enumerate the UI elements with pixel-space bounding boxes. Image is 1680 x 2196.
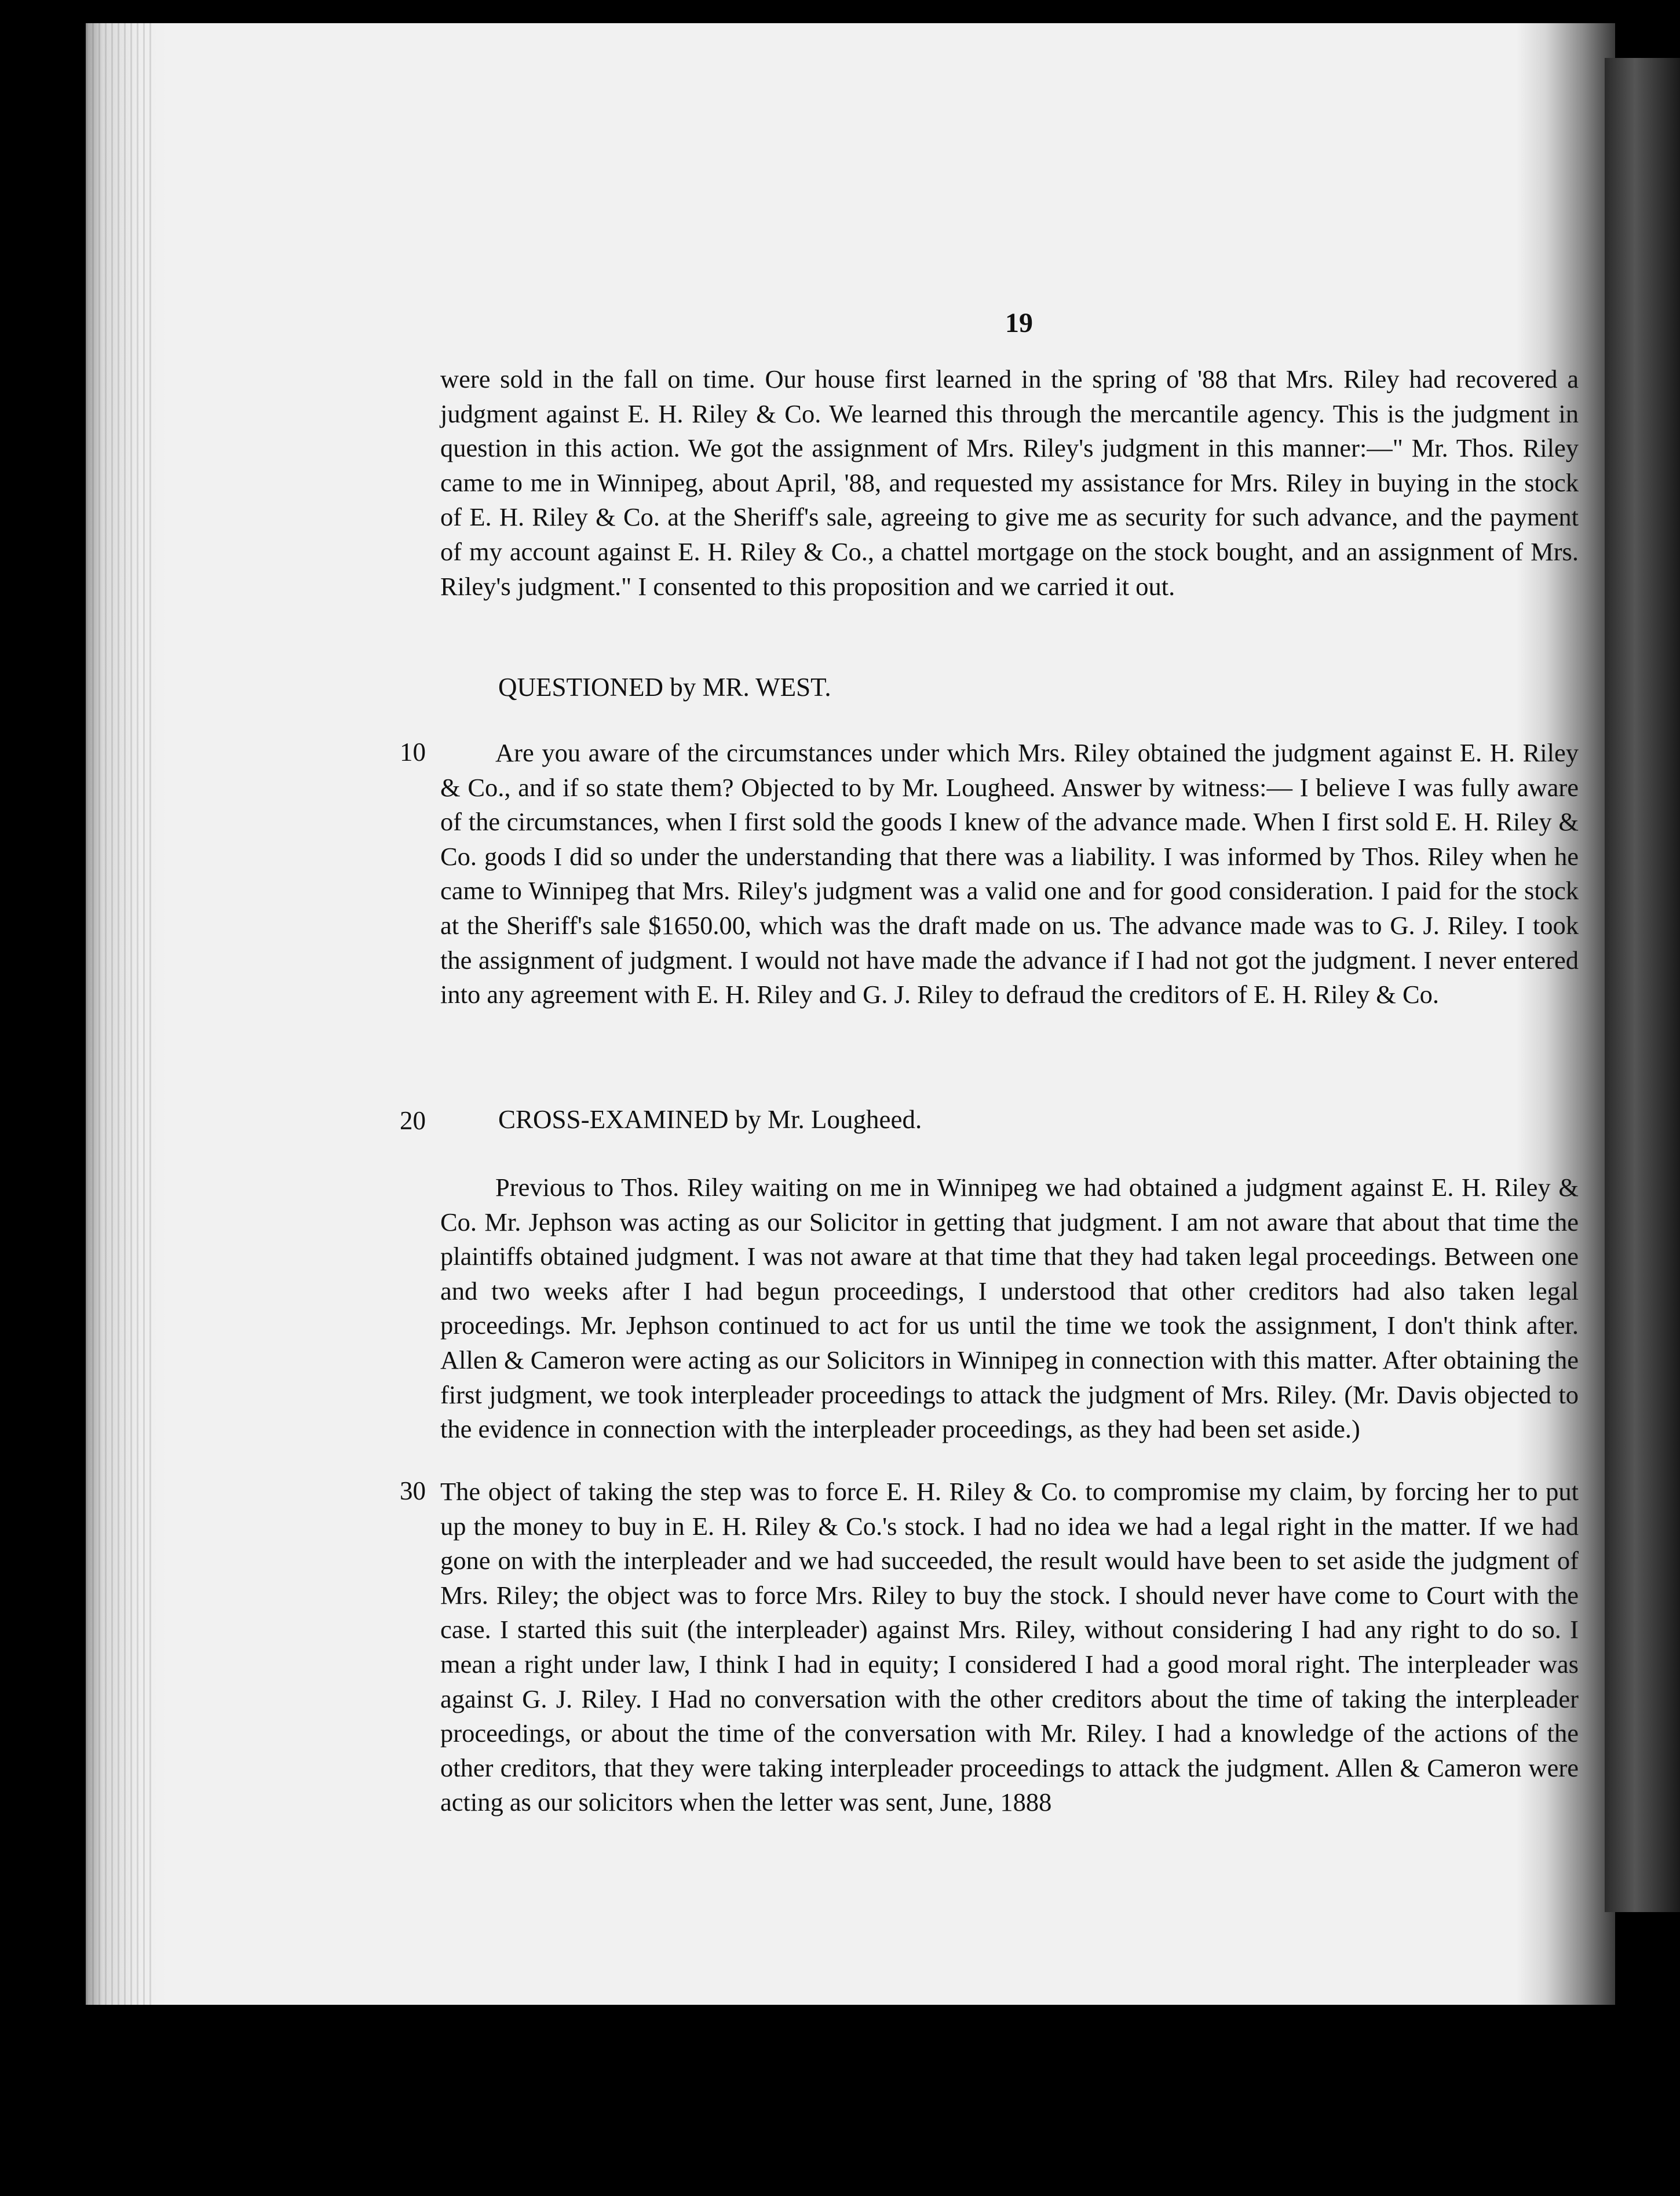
- page-edge-shadow: [1605, 58, 1680, 1912]
- paragraph-cross-examined: Previous to Thos. Riley waiting on me in Winnipeg we had obtained a judgment against E. H. Riley & Co. Mr. Jephson was acting as our Solicitor in getting that judgment. I am not aware that about that time the plaintiffs obtained judgment. I was not aware at that time that they had taken legal proceedings. Between one and two weeks after I had begun proceedings, I understood that other creditors had also taken legal proceedings. Mr. Jephson continued to act for us until the time we took the assignment, I don't think after. Allen & Cameron were acting as our Solicitors in Winnipeg in connection with this matter. After obtaining the first judgment, we took interpleader proceedings to attack the judgment of Mrs. Riley. (Mr. Davis objected to the evidence in connection with the interpleader proceedings, as they had been set aside.): [440, 1173, 1579, 1444]
- heading-questioned: QUESTIONED by MR. WEST.: [498, 673, 831, 702]
- heading-cross-examined: CROSS-EXAMINED by Mr. Lougheed.: [498, 1105, 922, 1134]
- page-number: 19: [1005, 308, 1033, 338]
- line-number-30: 30: [400, 1476, 426, 1505]
- paragraph-object: The object of taking the step was to force E. H. Riley & Co. to compromise my claim, by forcing her to put up the money to buy in E. H. Riley & Co.'s stock. I had no idea we had a legal right in the matter. If we had gone on with the interpleader and we had succeeded, the result would have been to set aside the judgment of Mrs. Riley; the object was to force Mrs. Riley to buy the stock. I should never have come to Court with the case. I started this suit (the interpleader) against Mrs. Riley, without considering I had any right to do so. I mean a right under law, I think I had in equity; I considered I had a good moral right. The interpleader was against G. J. Riley. I Had no conversation with the other creditors about the time of taking the interpleader proceedings, or about the time of the conversation with Mr. Riley. I had a knowledge of the actions of the other creditors, that they were taking interpleader proceedings to attack the judgment. Allen & Cameron were acting as our solicitors when the letter was sent, June, 1888: [440, 1477, 1579, 1817]
- paragraph-intro: were sold in the fall on time. Our house first learned in the spring of '88 that Mrs. Riley had recovered a judgment against E. H. Riley & Co. We learned this through the mercantile agency. This is the judgment in question in this action. We got the assignment of Mrs. Riley's judgment in this manner:—" Mr. Thos. Riley came to me in Winnipeg, about April, '88, and requested my assistance for Mrs. Riley in buying in the stock of E. H. Riley & Co. at the Sheriff's sale, agreeing to give me as security for such advance, and the payment of my account against E. H. Riley & Co., a chattel mortgage on the stock bought, and an assignment of Mrs. Riley's judgment." I consented to this proposition and we carried it out.: [440, 364, 1579, 601]
- line-number-10: 10: [400, 738, 426, 767]
- book-spine-shadow: [86, 23, 155, 2005]
- line-number-20: 20: [400, 1106, 426, 1135]
- paragraph-questioned: Are you aware of the circumstances under which Mrs. Riley obtained the judgment against E. H. Riley & Co., and if so state them? Objected to by Mr. Lougheed. Answer by witness:— I believe I was fully aware of the circumstances, when I first sold the goods I knew of the advance made. When I first sold E. H. Riley & Co. goods I did so under the understanding that there was a liability. I was informed by Thos. Riley when he came to Winnipeg that Mrs. Riley's judgment was a valid one and for good consideration. I paid for the stock at the Sheriff's sale $1650.00, which was the draft made on us. The advance made was to G. J. Riley. I took the assignment of judgment. I would not have made the advance if I had not got the judgment. I never entered into any agreement with E. H. Riley and G. J. Riley to defraud the creditors of E. H. Riley & Co.: [440, 738, 1579, 1009]
